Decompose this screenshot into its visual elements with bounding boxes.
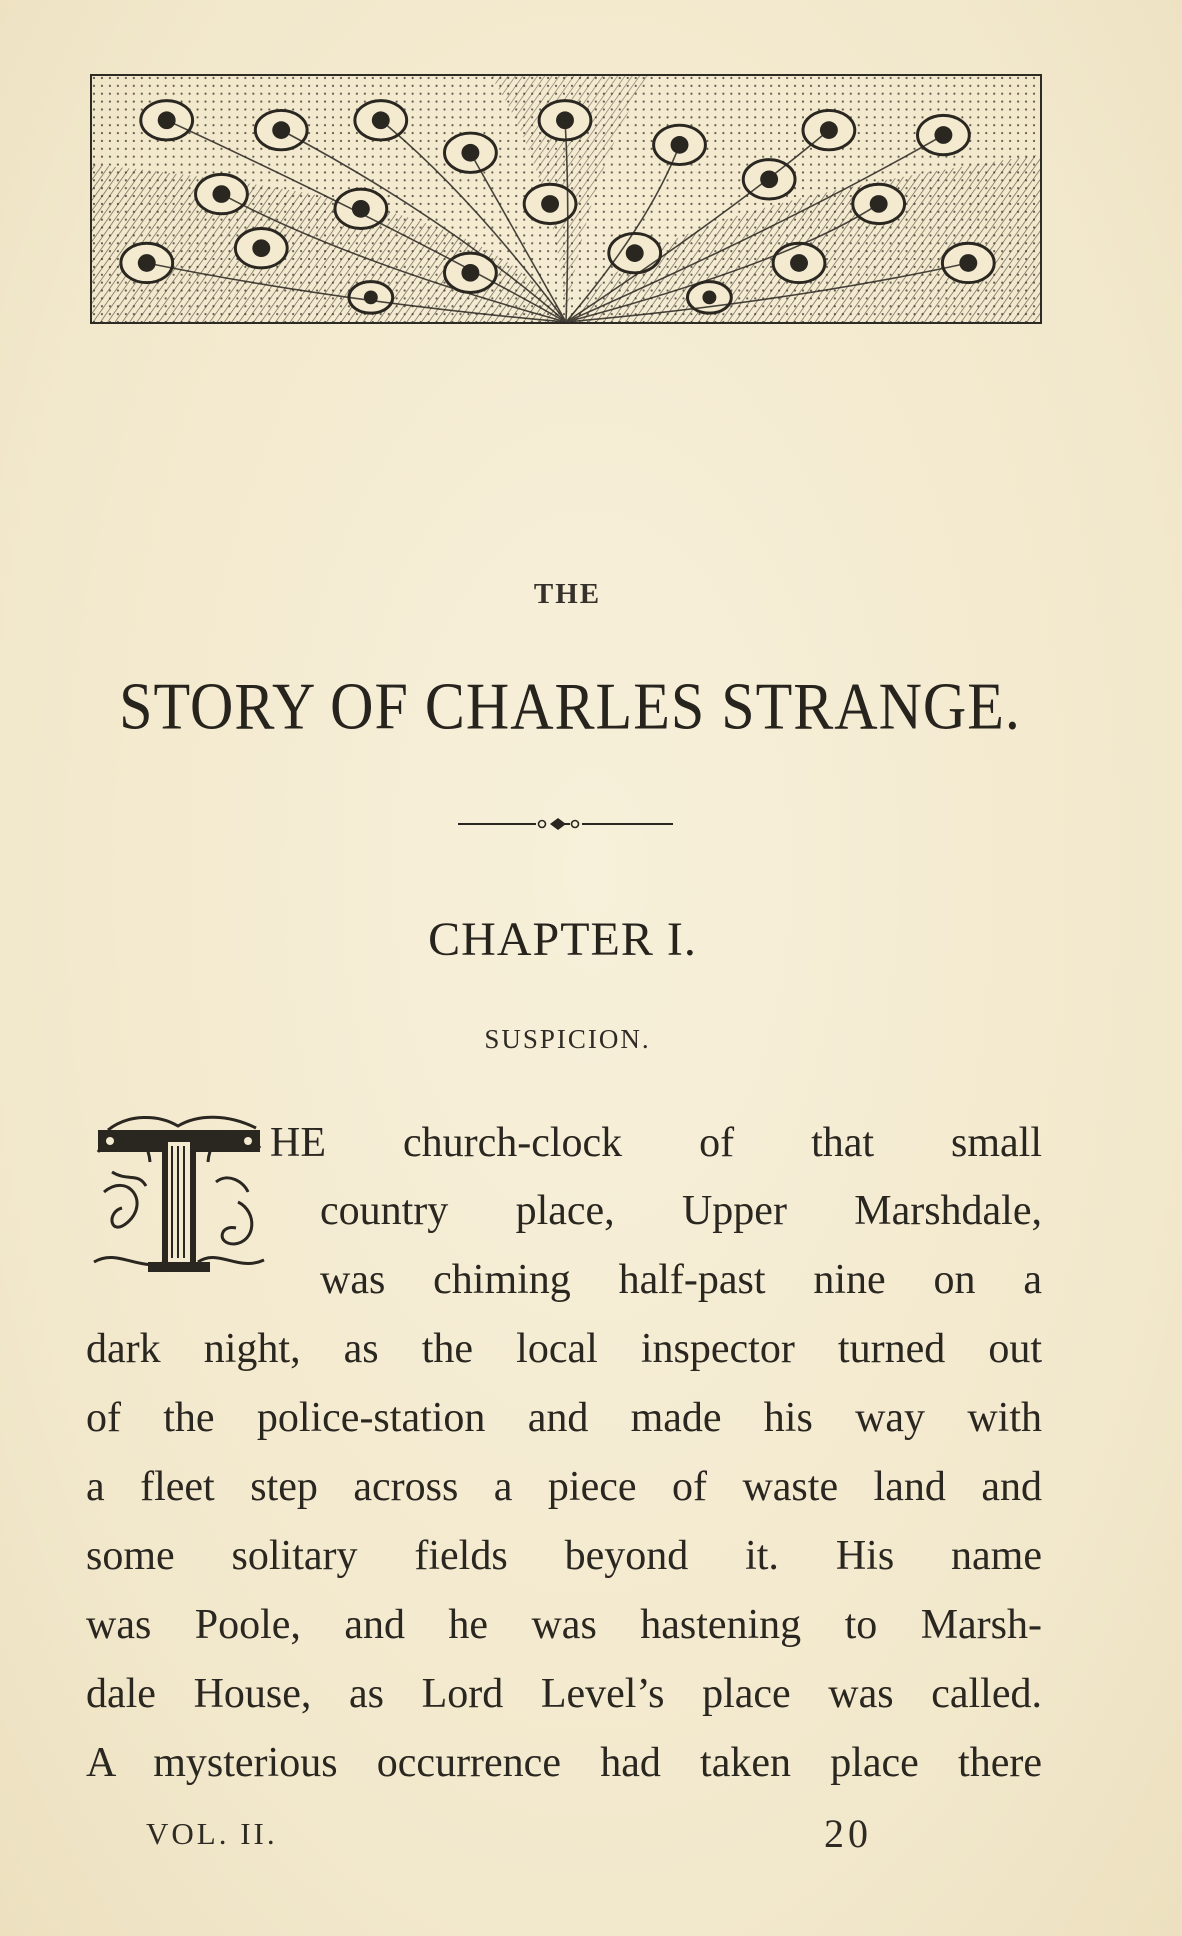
text-line-4: dark night, as the local inspector turned out [86, 1326, 1042, 1372]
text-line-2: country place, Upper Marshdale, [320, 1188, 1042, 1234]
signature-mark: 20 [824, 1811, 872, 1856]
text-line-5: of the police-station and made his way with [86, 1395, 1042, 1441]
text-line-1: HE church-clock of that small [270, 1120, 1042, 1166]
decorated-initial-t-icon [88, 1112, 268, 1282]
text-line-8: was Poole, and he was hastening to Marsh- [86, 1602, 1042, 1648]
text-line-3: was chiming half-past nine on a [320, 1257, 1042, 1303]
text-line-7: some solitary fields beyond it. His name [86, 1533, 1042, 1579]
text-line-6: a fleet step across a piece of waste land and [86, 1464, 1042, 1510]
title-the: THE [533, 578, 602, 610]
chapter-heading: CHAPTER I. [428, 913, 697, 966]
text-line-10: A mysterious occurrence had taken place there [86, 1740, 1042, 1786]
ornamental-rule-icon [458, 815, 673, 833]
volume-footer: VOL. II. [146, 1816, 278, 1851]
book-title: STORY OF CHARLES STRANGE. [119, 669, 1021, 744]
peacock-feather-ornament-icon [90, 74, 1042, 324]
text-line-9: dale House, as Lord Level’s place was called. [86, 1671, 1042, 1717]
chapter-subtitle: SUSPICION. [484, 1024, 651, 1054]
